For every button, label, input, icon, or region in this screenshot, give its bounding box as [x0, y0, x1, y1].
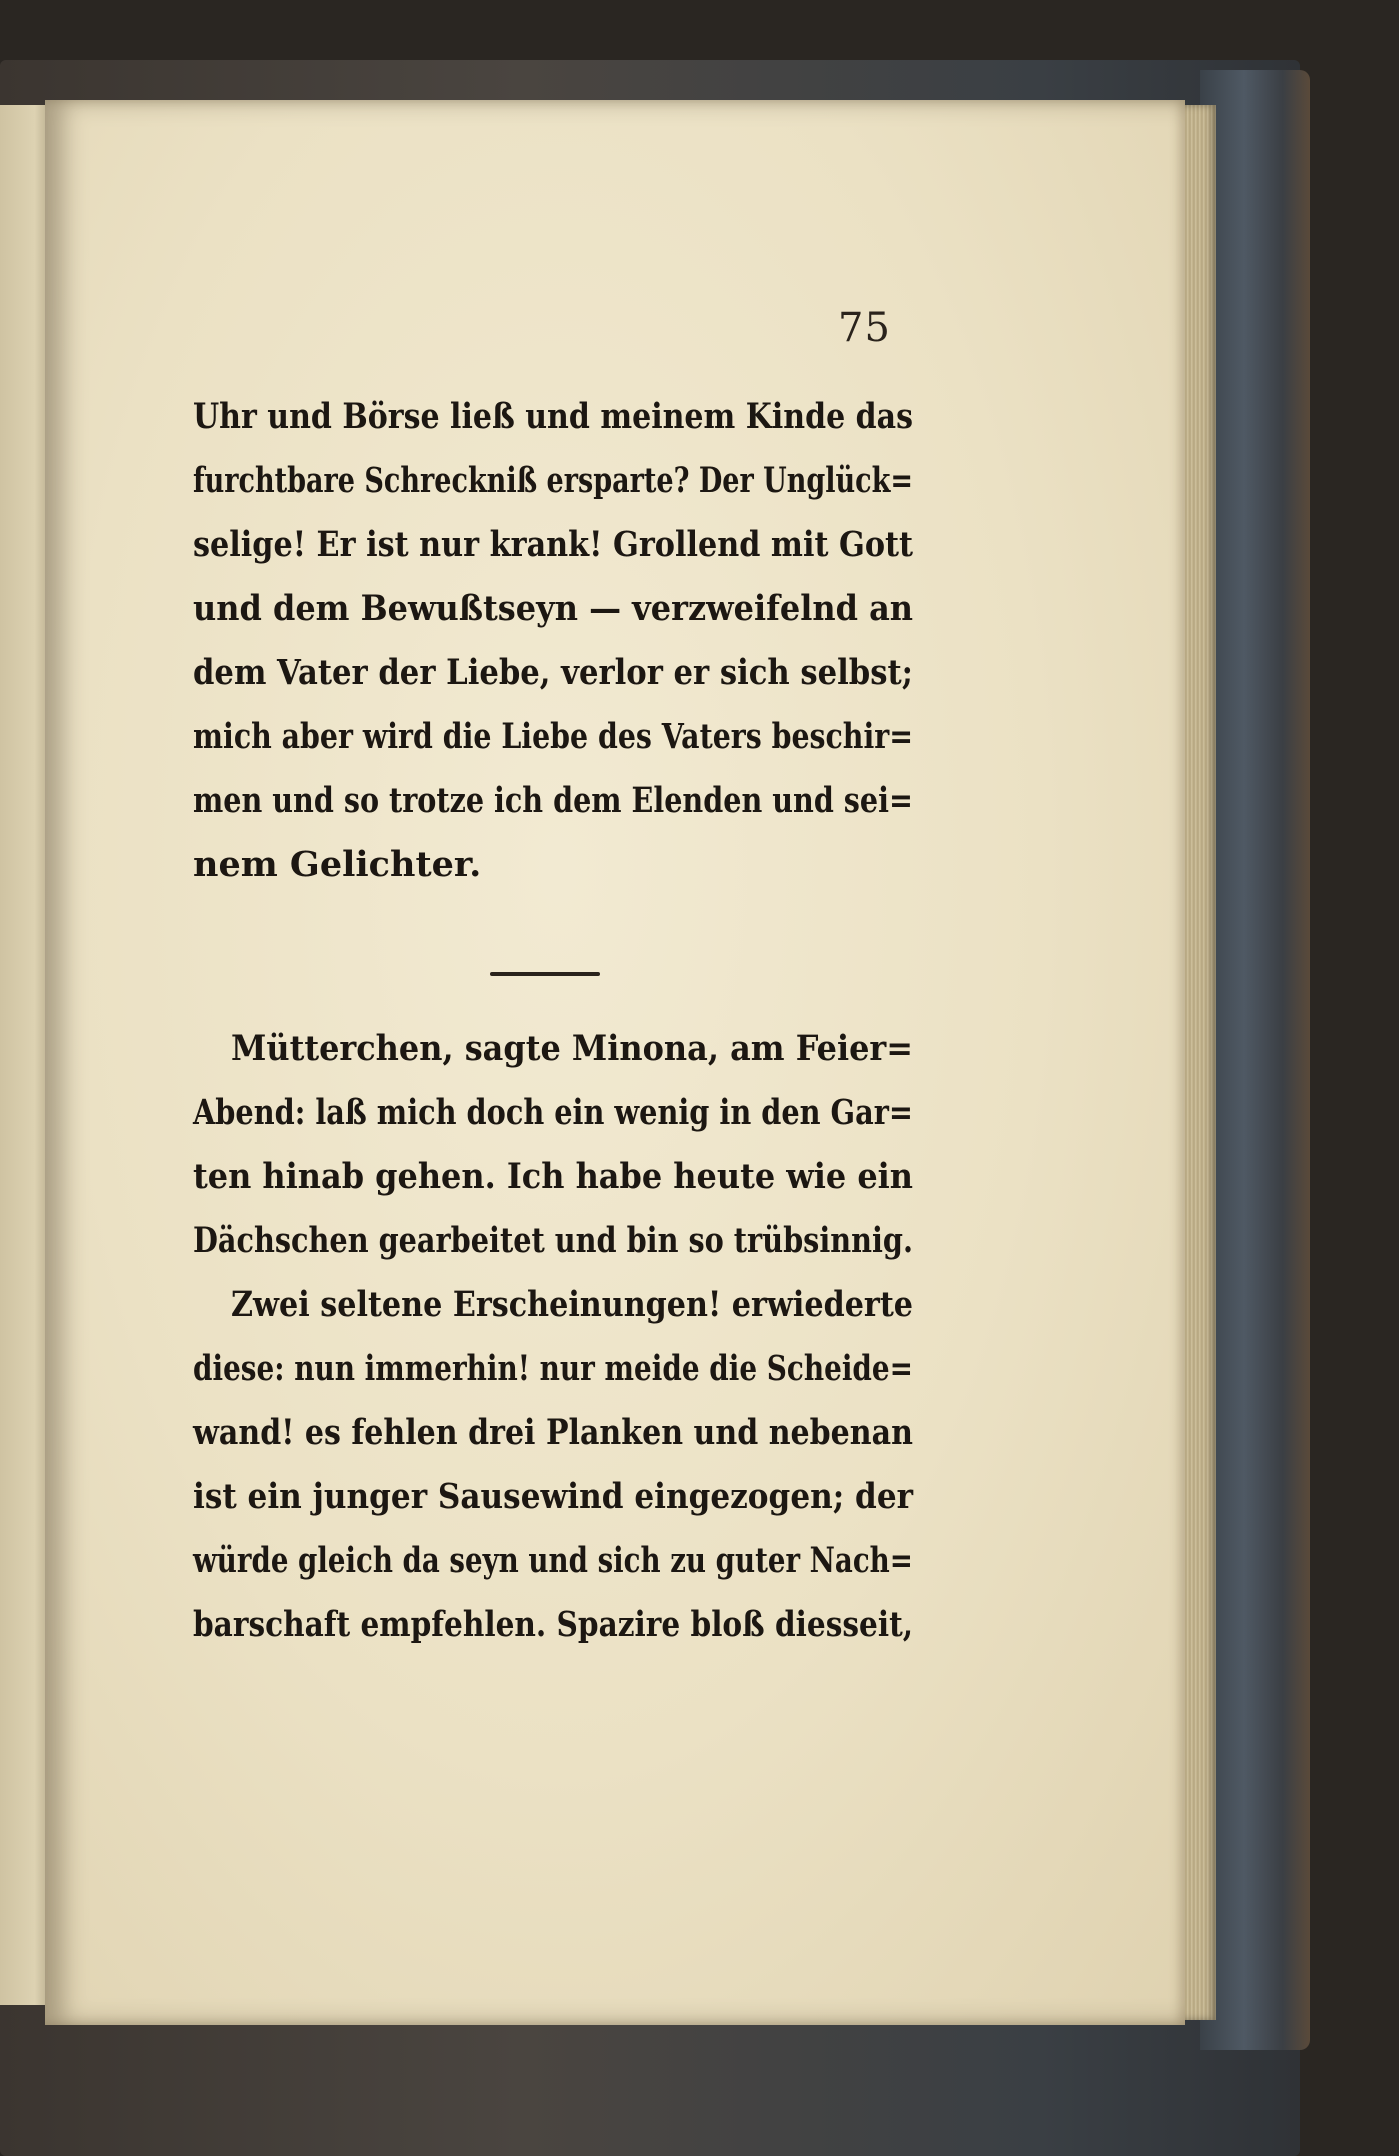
text-line: wand! es fehlen drei Planken und nebenan — [193, 1412, 913, 1453]
text-line: würde gleich da seyn und sich zu guter Nach= — [193, 1540, 913, 1581]
text-line: barschaft empfehlen. Spazire bloß diesseit, — [193, 1604, 914, 1645]
paragraph-3 — [193, 1273, 913, 1657]
paragraph-1 — [193, 385, 913, 897]
text-line: furchtbare Schreckniß ersparte? Der Unglück= — [193, 460, 914, 501]
page-number: 75 — [838, 305, 891, 351]
text-line: nem Gelichter. — [193, 844, 482, 885]
text-line: Zwei seltene Erscheinungen! erwiederte — [231, 1284, 914, 1325]
book-cover-right-edge — [1200, 70, 1310, 2050]
paragraph-2 — [193, 1017, 913, 1273]
text-line: diese: nun immerhin! nur meide die Scheide= — [193, 1348, 913, 1389]
text-line: ist ein junger Sausewind eingezogen; der — [193, 1476, 914, 1517]
text-line: men und so trotze ich dem Elenden und sei= — [193, 780, 913, 821]
text-line: ten hinab gehen. Ich habe heute wie ein — [193, 1156, 914, 1197]
text-line: Abend: laß mich doch ein wenig in den Gar= — [193, 1092, 914, 1133]
page-text — [193, 385, 913, 1657]
text-line: und dem Bewußtseyn — verzweifelnd an — [193, 588, 914, 629]
text-line: selige! Er ist nur krank! Grollend mit Gott — [193, 524, 913, 565]
text-line: Uhr und Börse ließ und meinem Kinde das — [193, 396, 913, 437]
section-separator-rule — [490, 972, 600, 976]
text-line: Dächschen gearbeitet und bin so trübsinnig. — [193, 1220, 913, 1261]
text-line: mich aber wird die Liebe des Vaters beschir= — [193, 716, 913, 757]
text-line: dem Vater der Liebe, verlor er sich selbst; — [193, 652, 913, 693]
text-line: Mütterchen, sagte Minona, am Feier= — [231, 1028, 913, 1069]
